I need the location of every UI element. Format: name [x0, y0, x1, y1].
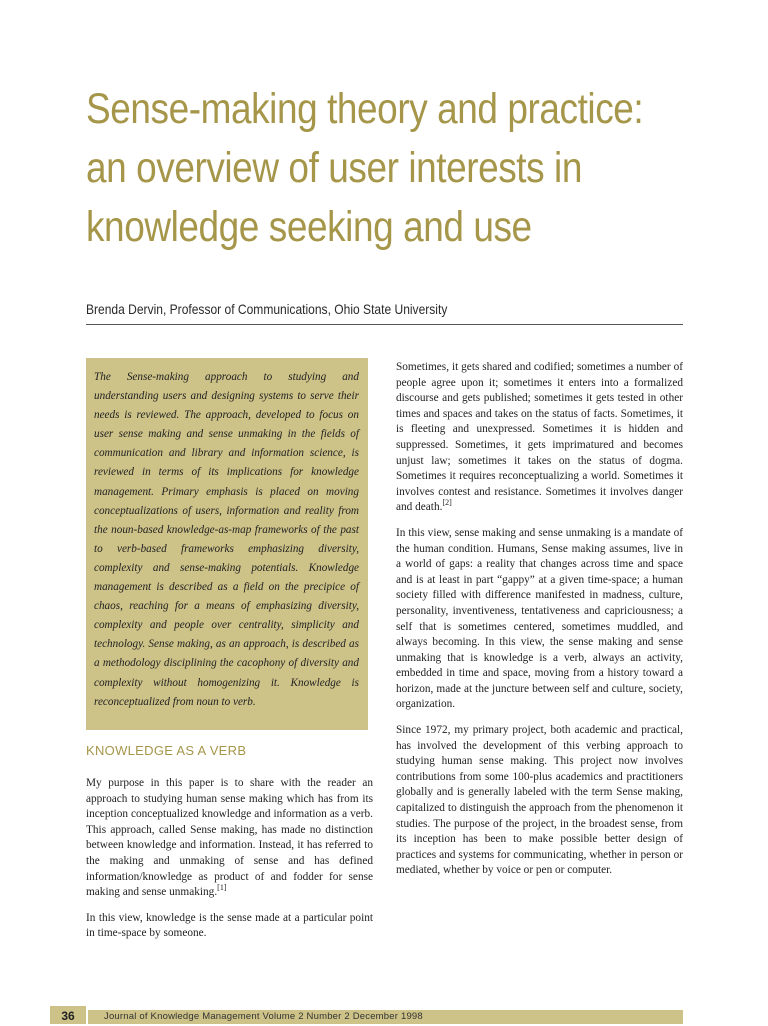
paragraph-text: My purpose in this paper is to share with the reader an approach to studying human sense making which has from its inception conceptualized knowledge and information as a verb. This approach, called Sense making, has made no distinction between knowledge and information. Instead, it has referred to the making and unmaking of sense and has defined information/knowledge as product of and fodder for sense making and sense unmaking.: [86, 777, 373, 899]
paragraph-text: Sometimes, it gets shared and codified; sometimes a number of people agree upon it; sometimes it enters into a formalized discourse and gets published; sometimes it gets tested in other times and spaces and takes on the status of facts. Sometimes, it is fleeting and unexpressed. Sometimes it is hidden and suppressed. Sometimes, it gets imprimatured and becomes unjust law; sometimes it takes on the status of dogma. Sometimes it requires reconceptualizing a world. Sometimes it involves contest and resistance. Sometimes it involves danger and death.: [396, 361, 683, 514]
section-heading: KNOWLEDGE AS A VERB: [86, 743, 247, 758]
abstract-box: [86, 358, 368, 730]
body-paragraph: [86, 776, 373, 901]
left-column: [86, 776, 373, 952]
body-paragraph: Since 1972, my primary project, both academic and practical, has involved the development of this verbing approach to studying human sense making. This project now involves contributions from some 100-plus academics and practitioners globally and is generally labeled with the term Sense making, capitalized to distinguish the approach from the phenomenon it studies. The purpose of the project, in the broadest sense, from its inception has been to make possible better design of practices and systems for communicating, whether in person or mediated, whether by voice or pen or computer.: [396, 724, 683, 877]
title-line-3: knowledge seeking and use: [86, 203, 532, 251]
title-line-1: Sense-making theory and practice:: [86, 85, 644, 133]
header-rule: [86, 324, 683, 325]
article-title: [86, 80, 644, 257]
body-paragraph: In this view, sense making and sense unmaking is a mandate of the human condition. Humans, Sense making assumes, live in a world of gaps: a reality that changes across time and space and is at least in part “gappy” at a given time-space; a human society filled with difference manifested in madness, culture, personality, inventiveness, tentativeness and capriciousness; a self that is sometimes centered, sometimes muddled, and always becoming. In this view, the sense making and sense unmaking that is knowledge is a verb, always an activity, embedded in time and space, moving from a history toward a horizon, made at the juncture between self and culture, society, organization.: [396, 526, 683, 711]
abstract-text: The Sense-making approach to studying and understanding users and designing systems to serve their needs is reviewed. The approach, developed to focus on user sense making and sense unmaking in the fields of communication and library and information science, is reviewed in terms of its implications for knowledge management. Primary emphasis is placed on moving conceptualizations of users, information and reality from the noun-based knowledge-as-map frameworks of the past to verb-based frameworks emphasizing diversity, complexity and sense-making potentials. Knowledge management is described as a field on the precipice of chaos, reaching for a means of emphasizing diversity, complexity and people over centrality, simplicity and technology. Sense making, as an approach, is described as a methodology disciplining the cacophony of diversity and complexity without homogenizing it. Knowledge is reconceptualized from noun to verb.: [94, 371, 359, 708]
right-column: [396, 360, 683, 889]
journal-citation: Journal of Knowledge Management Volume 2 Number 2 December 1998: [104, 1011, 423, 1022]
body-paragraph: In this view, knowledge is the sense made at a particular point in time-space by someone.: [86, 911, 373, 940]
author-line: Brenda Dervin, Professor of Communications, Ohio State University: [86, 301, 448, 317]
body-paragraph: [396, 360, 683, 516]
footnote-ref[interactable]: [1]: [217, 883, 227, 893]
footnote-ref[interactable]: [2]: [442, 498, 452, 508]
title-line-2: an overview of user interests in: [86, 144, 582, 192]
page-number: 36: [50, 1006, 88, 1024]
